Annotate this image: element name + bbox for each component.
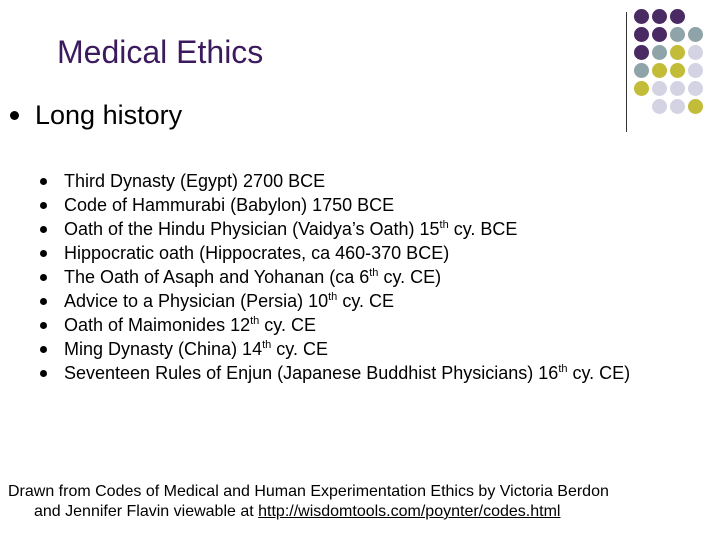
list-item: Advice to a Physician (Persia) 10th cy. CE	[40, 289, 710, 313]
list-item: Ming Dynasty (China) 14th cy. CE	[40, 337, 710, 361]
decor-dot	[670, 9, 685, 24]
bullet-icon	[40, 178, 47, 185]
list-item: Oath of the Hindu Physician (Vaidya’s Oath) 15th cy. BCE	[40, 217, 710, 241]
bullet-icon	[40, 346, 47, 353]
decor-dot	[670, 81, 685, 96]
decor-dot	[652, 63, 667, 78]
list-item: Code of Hammurabi (Babylon) 1750 BCE	[40, 193, 710, 217]
decor-dot	[688, 27, 703, 42]
decor-dot	[634, 81, 649, 96]
source-citation	[8, 482, 698, 522]
decor-dot	[652, 45, 667, 60]
decor-dot	[688, 45, 703, 60]
level1-text: Long history	[35, 100, 183, 130]
list-item: Seventeen Rules of Enjun (Japanese Buddhist Physicians) 16th cy. CE)	[40, 361, 710, 385]
bullet-icon	[10, 111, 19, 120]
decor-dot	[652, 27, 667, 42]
decor-dot	[670, 63, 685, 78]
slide-title: Medical Ethics	[57, 34, 264, 70]
source-line-2-text: and Jennifer Flavin viewable at	[34, 503, 259, 520]
bullet-icon	[40, 298, 47, 305]
decor-dot	[688, 99, 703, 114]
decor-dot	[688, 63, 703, 78]
decor-dot	[670, 45, 685, 60]
decor-dot	[670, 99, 685, 114]
list-item: Third Dynasty (Egypt) 2700 BCE	[40, 169, 710, 193]
bullet-icon	[40, 274, 47, 281]
source-line-2	[8, 502, 698, 522]
decor-dot	[688, 81, 703, 96]
decor-divider-line	[626, 12, 627, 132]
list-item: Oath of Maimonides 12th cy. CE	[40, 313, 710, 337]
source-line-1: Drawn from Codes of Medical and Human Experimentation Ethics by Victoria Berdon	[8, 483, 609, 500]
decor-dot	[652, 99, 667, 114]
decor-dot	[670, 27, 685, 42]
decor-dot	[634, 27, 649, 42]
bullet-icon	[40, 250, 47, 257]
decor-dot	[634, 9, 649, 24]
bullet-icon	[40, 202, 47, 209]
decor-dot	[634, 45, 649, 60]
bullet-icon	[40, 370, 47, 377]
decor-dot	[652, 9, 667, 24]
source-link[interactable]: http://wisdomtools.com/poynter/codes.html	[258, 503, 561, 520]
list-item: The Oath of Asaph and Yohanan (ca 6th cy. CE)	[40, 265, 710, 289]
history-list	[40, 169, 710, 385]
bullet-icon	[40, 226, 47, 233]
list-item: Hippocratic oath (Hippocrates, ca 460-370 BCE)	[40, 241, 710, 265]
decor-dot	[634, 63, 649, 78]
bullet-icon	[40, 322, 47, 329]
decor-dot	[652, 81, 667, 96]
